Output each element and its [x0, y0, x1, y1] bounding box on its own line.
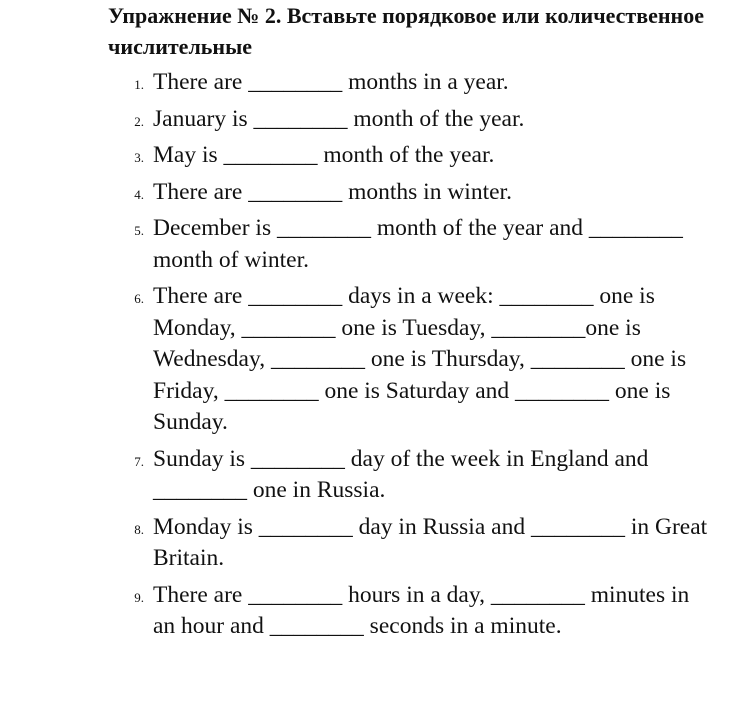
list-item	[0, 281, 750, 439]
exercise-title: Упражнение № 2. Вставьте порядковое или количественное числительные	[108, 3, 704, 59]
list-item	[0, 67, 750, 99]
item-text: May is ________ month of the year.	[153, 142, 495, 168]
list-item	[0, 580, 750, 643]
list-item	[0, 104, 750, 136]
item-number: 9.	[134, 589, 144, 605]
item-number: 1.	[134, 77, 144, 92]
item-number: 8.	[134, 521, 144, 537]
item-number: 6.	[134, 291, 144, 306]
item-text: December is ________ month of the year and ________ month of winter.	[153, 215, 683, 273]
item-text: Monday is ________ day in Russia and ________ in Great Britain.	[153, 513, 708, 571]
list-item	[0, 444, 750, 507]
item-text: There are ________ days in a week: ________ one is Monday, ________ one is Tuesday, ________one is Wednesday, ________ one is Thursday, ________ one is Friday, ________ one is Saturday and ________ one is Sunday.	[153, 283, 687, 435]
list-item	[0, 177, 750, 209]
list-item	[0, 512, 750, 575]
list-item	[0, 140, 750, 172]
item-number: 4.	[134, 186, 144, 202]
item-text: January is ________ month of the year.	[153, 105, 525, 132]
item-number: 5.	[134, 223, 144, 238]
item-number: 3.	[134, 150, 144, 165]
item-text: There are ________ months in winter.	[153, 178, 512, 205]
item-number: 2.	[134, 113, 144, 129]
item-text: Sunday is ________ day of the week in England and ________ one in Russia.	[153, 445, 649, 503]
item-number: 7.	[134, 453, 144, 469]
list-item	[0, 213, 750, 276]
item-text: There are ________ hours in a day, ________ minutes in an hour and ________ seconds in a minute.	[153, 581, 690, 639]
exercise-list	[0, 67, 750, 648]
item-text: There are ________ months in a year.	[153, 69, 509, 95]
